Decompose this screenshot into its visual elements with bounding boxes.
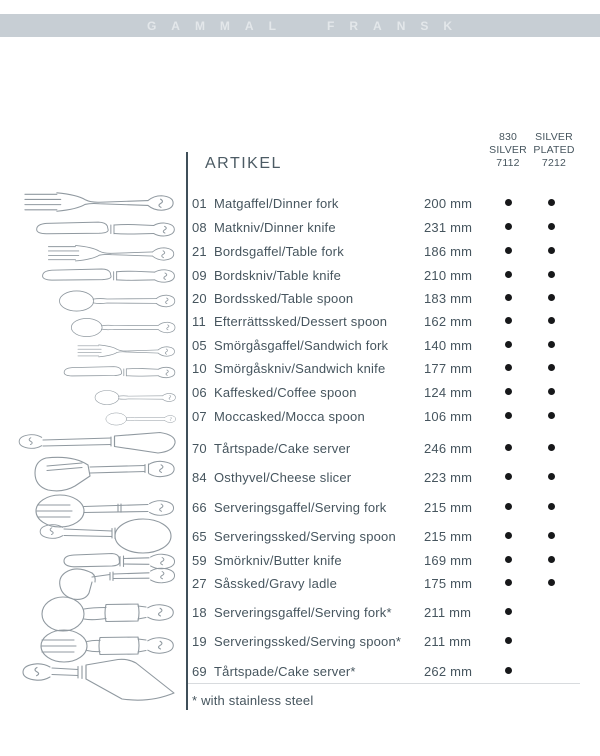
- article-name: Bordskniv/Table knife: [214, 268, 342, 283]
- article-name: Smörkniv/Butter knife: [214, 553, 342, 568]
- table-row: [0, 469, 600, 485]
- availability-dot-silver-plated: [548, 271, 555, 278]
- article-name: Smörgåskniv/Sandwich knife: [214, 361, 386, 376]
- availability-dot-silver-plated: [548, 223, 555, 230]
- table-row: [0, 360, 600, 376]
- article-name: Tårtspade/Cake server*: [214, 664, 356, 679]
- availability-dot-830-silver: [505, 579, 512, 586]
- article-size: 215 mm: [424, 500, 473, 515]
- article-name: Bordsgaffel/Table fork: [214, 244, 344, 259]
- availability-dot-silver-plated: [548, 444, 555, 451]
- article-number: 84: [192, 470, 207, 485]
- table-row: [0, 337, 600, 353]
- article-size: 231 mm: [424, 220, 473, 235]
- table-row: [0, 313, 600, 329]
- availability-dot-silver-plated: [548, 412, 555, 419]
- table-row: [0, 633, 600, 649]
- availability-dot-830-silver: [505, 412, 512, 419]
- series-title: GAMMAL FRANSK: [146, 18, 468, 33]
- article-name: Serveringssked/Serving spoon: [214, 529, 396, 544]
- table-row: [0, 408, 600, 424]
- article-number: 01: [192, 196, 207, 211]
- footnote: * with stainless steel: [192, 693, 314, 708]
- article-name: Moccasked/Mocca spoon: [214, 409, 365, 424]
- column-header-line: 7112: [496, 157, 520, 169]
- article-size: 183 mm: [424, 291, 473, 306]
- article-name: Matkniv/Dinner knife: [214, 220, 336, 235]
- availability-dot-silver-plated: [548, 388, 555, 395]
- availability-dot-830-silver: [505, 199, 512, 206]
- article-name: Serveringssked/Serving spoon*: [214, 634, 402, 649]
- article-name: Serveringsgaffel/Serving fork*: [214, 605, 392, 620]
- article-number: 08: [192, 220, 207, 235]
- article-number: 18: [192, 605, 207, 620]
- table-row: [0, 243, 600, 259]
- availability-dot-830-silver: [505, 247, 512, 254]
- article-number: 11: [192, 314, 206, 329]
- table-heading: ARTIKEL: [205, 155, 282, 172]
- article-name: Serveringsgaffel/Serving fork: [214, 500, 387, 515]
- article-size: 162 mm: [424, 314, 473, 329]
- table-row: [0, 219, 600, 235]
- article-number: 21: [192, 244, 207, 259]
- availability-dot-830-silver: [505, 364, 512, 371]
- table-row: [0, 195, 600, 211]
- availability-dot-830-silver: [505, 667, 512, 674]
- table-row: [0, 384, 600, 400]
- article-number: 19: [192, 634, 207, 649]
- article-size: 169 mm: [424, 553, 473, 568]
- table-row: [0, 575, 600, 591]
- availability-dot-830-silver: [505, 637, 512, 644]
- article-number: 20: [192, 291, 207, 306]
- availability-dot-silver-plated: [548, 294, 555, 301]
- column-header-line: 830: [498, 131, 518, 143]
- article-size: 215 mm: [424, 529, 473, 544]
- availability-dot-830-silver: [505, 556, 512, 563]
- availability-dot-silver-plated: [548, 532, 555, 539]
- column-header-line: SILVER: [489, 144, 527, 156]
- table-row: [0, 604, 600, 620]
- article-name: Matgaffel/Dinner fork: [214, 196, 339, 211]
- availability-dot-silver-plated: [548, 247, 555, 254]
- article-name: Tårtspade/Cake server: [214, 441, 351, 456]
- series-banner: [0, 14, 600, 37]
- article-name: Bordssked/Table spoon: [214, 291, 354, 306]
- table-row: [0, 290, 600, 306]
- table-row: [0, 440, 600, 456]
- article-number: 09: [192, 268, 207, 283]
- column-header-line: SILVER: [535, 131, 573, 143]
- article-number: 69: [192, 664, 207, 679]
- column-header-830-silver: [484, 131, 532, 170]
- article-name: Smörgåsgaffel/Sandwich fork: [214, 338, 389, 353]
- availability-dot-830-silver: [505, 223, 512, 230]
- availability-dot-silver-plated: [548, 199, 555, 206]
- article-size: 210 mm: [424, 268, 473, 283]
- article-number: 06: [192, 385, 207, 400]
- table-row: [0, 552, 600, 568]
- article-number: 65: [192, 529, 207, 544]
- article-number: 10: [192, 361, 207, 376]
- availability-dot-830-silver: [505, 503, 512, 510]
- table-row: [0, 528, 600, 544]
- availability-dot-830-silver: [505, 532, 512, 539]
- article-size: 186 mm: [424, 244, 473, 259]
- article-name: Kaffesked/Coffee spoon: [214, 385, 357, 400]
- availability-dot-silver-plated: [548, 503, 555, 510]
- article-number: 70: [192, 441, 207, 456]
- article-number: 27: [192, 576, 207, 591]
- article-size: 106 mm: [424, 409, 473, 424]
- availability-dot-silver-plated: [548, 341, 555, 348]
- availability-dot-830-silver: [505, 608, 512, 615]
- column-header-line: PLATED: [533, 144, 575, 156]
- availability-dot-830-silver: [505, 444, 512, 451]
- article-number: 59: [192, 553, 207, 568]
- article-name: Osthyvel/Cheese slicer: [214, 470, 352, 485]
- table-row: [0, 267, 600, 283]
- column-header-silver-plated: [530, 131, 578, 170]
- article-number: 05: [192, 338, 207, 353]
- availability-dot-830-silver: [505, 473, 512, 480]
- availability-dot-silver-plated: [548, 579, 555, 586]
- article-number: 66: [192, 500, 207, 515]
- article-size: 200 mm: [424, 196, 473, 211]
- article-name: Efterrättssked/Dessert spoon: [214, 314, 388, 329]
- article-size: 140 mm: [424, 338, 473, 353]
- availability-dot-830-silver: [505, 271, 512, 278]
- article-number: 07: [192, 409, 207, 424]
- table-row: [0, 499, 600, 515]
- table-left-rule: [186, 152, 188, 710]
- article-size: 124 mm: [424, 385, 473, 400]
- article-size: 246 mm: [424, 441, 473, 456]
- availability-dot-silver-plated: [548, 364, 555, 371]
- article-size: 262 mm: [424, 664, 473, 679]
- article-size: 175 mm: [424, 576, 473, 591]
- availability-dot-830-silver: [505, 294, 512, 301]
- availability-dot-830-silver: [505, 341, 512, 348]
- footnote-divider: [188, 683, 580, 684]
- table-row: [0, 663, 600, 679]
- article-size: 177 mm: [424, 361, 473, 376]
- availability-dot-silver-plated: [548, 317, 555, 324]
- availability-dot-silver-plated: [548, 556, 555, 563]
- availability-dot-830-silver: [505, 317, 512, 324]
- availability-dot-830-silver: [505, 388, 512, 395]
- article-name: Såssked/Gravy ladle: [214, 576, 338, 591]
- availability-dot-silver-plated: [548, 473, 555, 480]
- column-header-line: 7212: [541, 157, 567, 169]
- article-size: 211 mm: [424, 634, 472, 649]
- article-size: 223 mm: [424, 470, 473, 485]
- article-size: 211 mm: [424, 605, 472, 620]
